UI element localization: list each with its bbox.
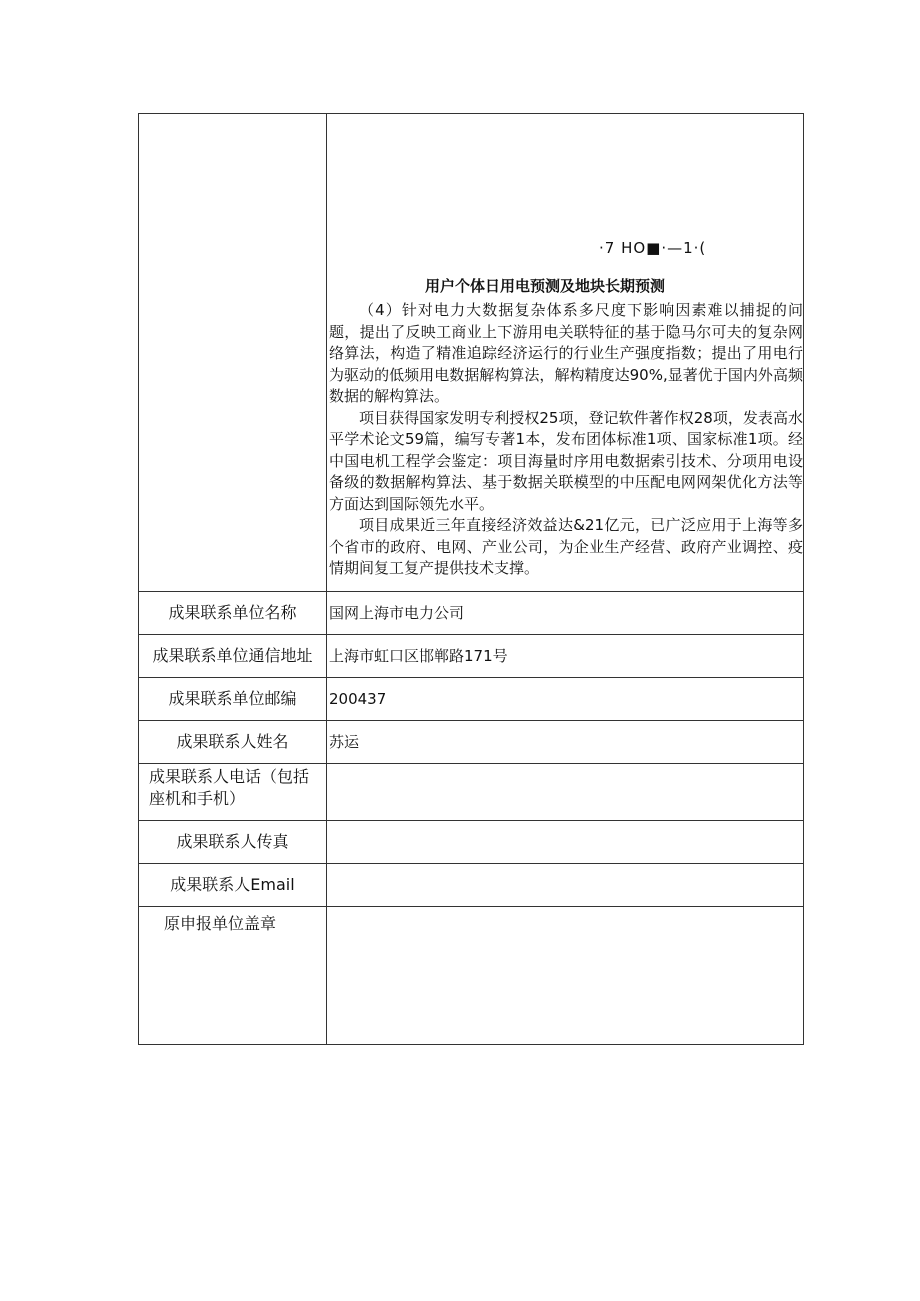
- paragraph-benefits: 项目成果近三年直接经济效益达&21亿元，已广泛应用于上海等多个省市的政府、电网、产业公司，为企业生产经营、政府产业调控、疫情期间复工复产提供技术支撑。: [329, 516, 803, 577]
- unit-name-value: 国网上海市电力公司: [327, 592, 804, 635]
- contact-name-label: 成果联系人姓名: [139, 721, 327, 764]
- row-contact-phone: [139, 764, 804, 821]
- figure-title: 用户个体日用电预测及地块长期预测: [425, 277, 666, 295]
- contact-email-label: 成果联系人Email: [139, 864, 327, 907]
- contact-phone-value: [327, 764, 804, 821]
- description-label-cell: [139, 114, 327, 592]
- row-seal: [139, 907, 804, 1045]
- row-contact-name: [139, 721, 804, 764]
- figure-caption: ·7 HO■·—1·(: [599, 239, 707, 257]
- contact-email-value: [327, 864, 804, 907]
- description-cell: [327, 114, 804, 592]
- row-unit-name: [139, 592, 804, 635]
- unit-postcode-label: 成果联系单位邮编: [139, 678, 327, 721]
- contact-fax-value: [327, 821, 804, 864]
- description-row: [139, 114, 804, 592]
- row-contact-email: [139, 864, 804, 907]
- paragraph-algorithm: （4）针对电力大数据复杂体系多尺度下影响因素难以捕捉的问题，提出了反映工商业上下游用电关联特征的基于隐马尔可夫的复杂网络算法，构造了精准追踪经济运行的行业生产强度指数；提出了用电行为驱动的低频用电数据解构算法，解构精度达90%,显著优于国内外高频数据的解构算法。: [329, 301, 803, 405]
- contact-name-value: 苏运: [327, 721, 804, 764]
- info-form-table: [138, 113, 804, 1045]
- unit-name-label: 成果联系单位名称: [139, 592, 327, 635]
- row-contact-fax: [139, 821, 804, 864]
- paragraph-achievements: 项目获得国家发明专利授权25项，登记软件著作权28项，发表高水平学术论文59篇，编写专著1本，发布团体标准1项、国家标准1项。经中国电机工程学会鉴定：项目海量时序用电数据索引技术、分项用电设备级的数据解构算法、基于数据关联模型的中压配电网网架优化方法等方面达到国际领先水平。: [329, 408, 803, 513]
- row-unit-postcode: [139, 678, 804, 721]
- row-unit-address: [139, 635, 804, 678]
- contact-phone-label: 成果联系人电话（包括座机和手机）: [139, 764, 327, 821]
- seal-label: 原申报单位盖章: [139, 907, 327, 1045]
- description-text: [329, 300, 803, 580]
- contact-fax-label: 成果联系人传真: [139, 821, 327, 864]
- unit-address-label: 成果联系单位通信地址: [139, 635, 327, 678]
- seal-value: [327, 907, 804, 1045]
- unit-postcode-value: 200437: [327, 678, 804, 721]
- unit-address-value: 上海市虹口区邯郸路171号: [327, 635, 804, 678]
